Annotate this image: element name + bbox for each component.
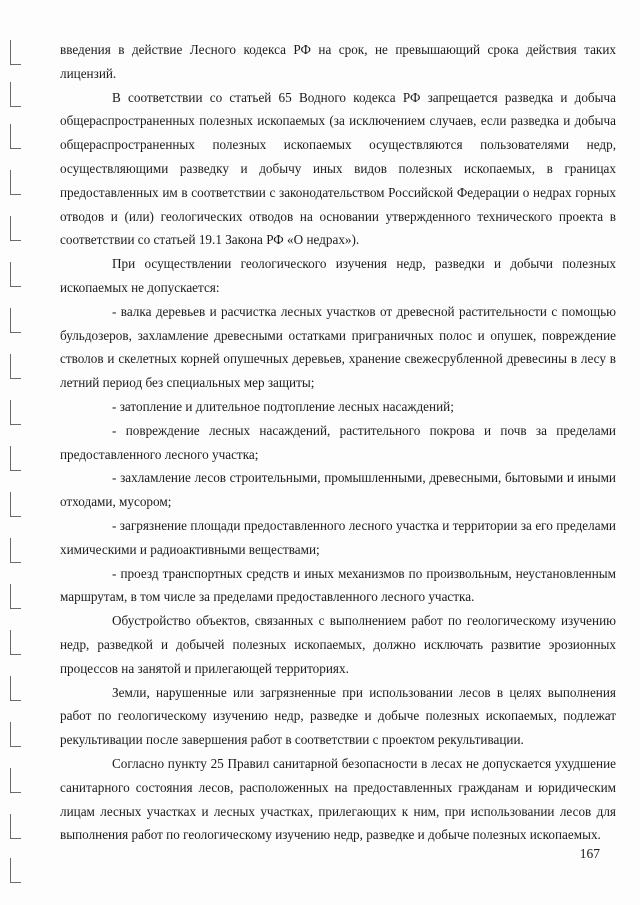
binding-mark — [10, 814, 21, 839]
binding-mark — [10, 216, 21, 241]
binding-mark — [10, 262, 21, 287]
paragraph-water-code: В соответствии со статьей 65 Водного кодекса РФ запрещается разведка и добыча общераспространенных полезных ископаемых (за исключением случаев, если разведка и добыча общераспространенных полезных ископаемых осуществляются пользователями недр, осуществляющими разведку и добычу иных видов полезных ископаемых, в границах предоставленных им в соответствии с законодательством Российской Федерации о недрах горных отводов и (или) геологических отводов на основании утвержденного технического проекта в соответствии со статьей 19.1 Закона РФ «О недрах»). — [60, 89, 616, 248]
binding-mark — [10, 446, 21, 471]
paragraph-sanitary-rules: Согласно пункту 25 Правил санитарной безопасности в лесах не допускается ухудшение санитарного состояния лесов, расположенных на предоставленных гражданам и юридическим лицам лесных участках и лесных участках, прилегающих к ним, при использовании лесов для выполнения работ по геологическому изучению недр, разведке и добыче полезных ископаемых. — [60, 755, 616, 843]
list-item-damage: - повреждение лесных насаждений, растительного покрова и почв за пределами предоставленного лесного участка; — [60, 422, 616, 462]
list-item-tree-felling: - валка деревьев и расчистка лесных участков от древесной растительности с помощью бульдозеров, захламление древесными остатками приграничных полос и опушек, повреждение стволов и скелетных корней опушечных деревьев, хранение свежесрубленной древесины в лесу в летний период без специальных мер защиты; — [60, 303, 616, 391]
list-item-littering: - захламление лесов строительными, промышленными, древесными, бытовыми и иными отходами, мусором; — [60, 470, 616, 510]
paragraph-continuation: введения в действие Лесного кодекса РФ на срок, не превышающий срока действия таких лицензий. — [60, 42, 616, 81]
binding-mark — [10, 630, 21, 655]
binding-mark — [10, 170, 21, 195]
binding-mark — [10, 584, 21, 609]
document-body — [60, 38, 616, 847]
binding-mark — [10, 676, 21, 701]
paragraph-recultivation: Земли, нарушенные или загрязненные при использовании лесов в целях выполнения работ по геологическому изучению недр, разведке и добыче полезных ископаемых, подлежат рекультивации после завершения работ в соответствии с проектом рекультивации. — [60, 684, 616, 748]
binding-mark — [10, 722, 21, 747]
list-item-flooding: - затопление и длительное подтопление лесных насаждений; — [112, 398, 454, 414]
binding-mark — [10, 768, 21, 793]
binding-mark — [10, 124, 21, 149]
binding-mark — [10, 354, 21, 379]
list-item-pollution: - загрязнение площади предоставленного лесного участка и территории за его пределами химическими и радиоактивными веществами; — [60, 517, 616, 557]
binding-mark — [10, 308, 21, 333]
paragraph-prohibitions-intro: При осуществлении геологического изучения недр, разведки и добычи полезных ископаемых не допускается: — [60, 256, 616, 295]
page-number: 167 — [579, 846, 600, 861]
binding-mark — [10, 82, 21, 107]
list-item-vehicles: - проезд транспортных средств и иных механизмов по произвольным, неустановленным маршрутам, в том числе за пределами предоставленного лесного участка. — [60, 565, 616, 605]
binding-mark — [10, 858, 21, 883]
binding-margin-marks — [0, 0, 40, 905]
binding-mark — [10, 400, 21, 425]
binding-mark — [10, 40, 21, 65]
paragraph-erosion: Обустройство объектов, связанных с выполнением работ по геологическому изучению недр, разведкой и добычей полезных ископаемых, должно исключать развитие эрозионных процессов на занятой и прилегающей территориях. — [60, 613, 616, 676]
binding-mark — [10, 538, 21, 563]
binding-mark — [10, 492, 21, 517]
